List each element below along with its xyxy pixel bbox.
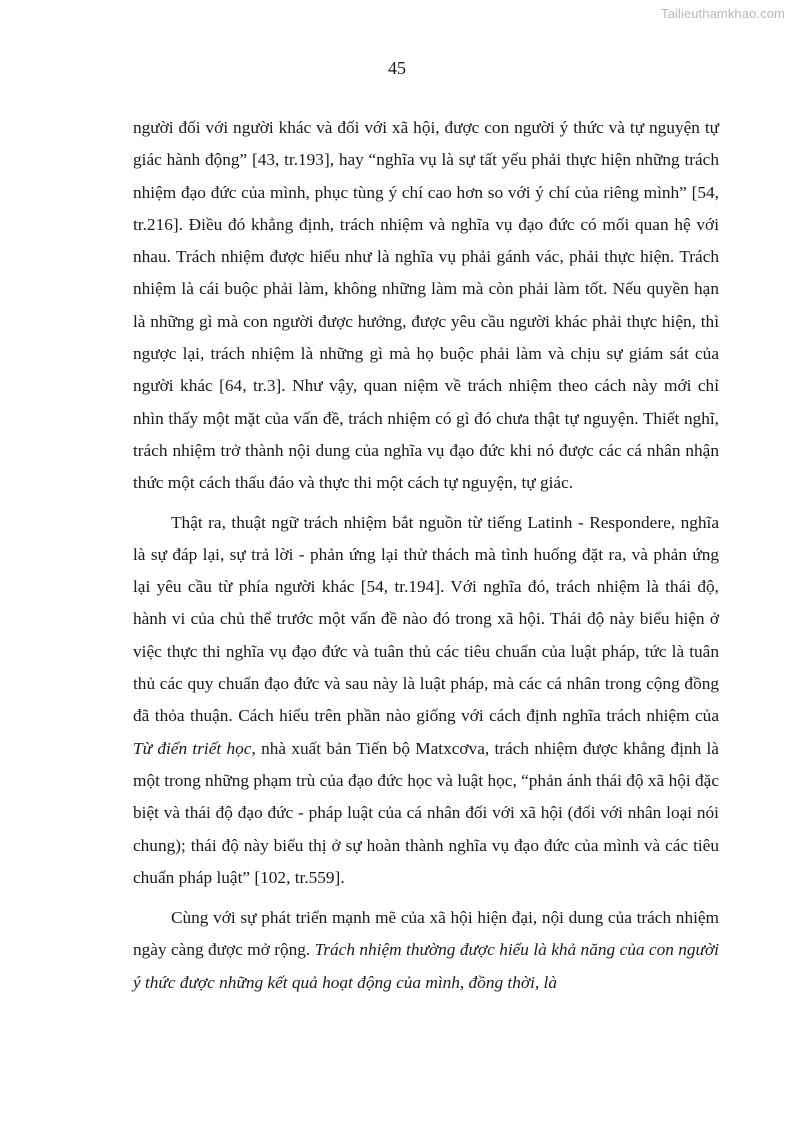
paragraph-3-text-start: Cùng với sự phát triển mạnh mẽ của xã hội hiện đại, nội dung của trách nhiệm ngày càng được mở rộng. bbox=[133, 908, 719, 960]
paragraph-1-text: người đối với người khác và đối với xã hội, được con người ý thức và tự nguyện tự giác hành động” [43, tr.193], hay “nghĩa vụ là sự tất yếu phải thực hiện những trách nhiệm đạo đức của mình, phục tùng ý chí cao hơn so với ý chí của riêng mình” [54, tr.216]. Điều đó khẳng định, trách nhiệm và nghĩa vụ đạo đức có mối quan hệ với nhau. Trách nhiệm được hiểu như là nghĩa vụ phải gánh vác, phải thực hiện. Trách nhiệm là cái buộc phải làm, không những làm mà còn phải làm tốt. Nếu quyền hạn là những gì mà con người được hưởng, được yêu cầu người khác phải thực hiện, thì ngược lại, trách nhiệm là những gì mà họ buộc phải làm và chịu sự giám sát của người khác [64, tr.3]. Như vậy, quan niệm về trách nhiệm theo cách này mới chỉ nhìn thấy một mặt của vấn đề, trách nhiệm có gì đó chưa thật tự nguyện. Thiết nghĩ, trách nhiệm trở thành nội dung của nghĩa vụ đạo đức khi nó được các cá nhân nhận thức một cách thấu đáo và thực thi một cách tự nguyện, tự giác. bbox=[133, 118, 719, 493]
watermark-text: Tailieuthamkhao.com bbox=[660, 6, 785, 21]
document-body bbox=[133, 112, 719, 999]
paragraph-3 bbox=[133, 902, 719, 999]
paragraph-1 bbox=[133, 112, 719, 500]
paragraph-2 bbox=[133, 507, 719, 895]
dictionary-title: Từ điển triết học bbox=[133, 738, 252, 758]
paragraph-2-text-end: , nhà xuất bản Tiến bộ Matxcơva, trách nhiệm được khẳng định là một trong những phạm trù của đạo đức học và luật học, “phản ánh thái độ xã hội đặc biệt và thái độ đạo đức - pháp luật của cá nhân đối với xã hội (đối với nhân loại nói chung); thái độ này biểu thị ở sự hoàn thành nghĩa vụ đạo đức của mình và các tiêu chuẩn pháp luật” [102, tr.559]. bbox=[133, 738, 719, 887]
paragraph-3-italic-text: Trách nhiệm thường được hiểu là khả năng của con người ý thức được những kết quả hoạt động của mình, đồng thời, là bbox=[133, 940, 719, 992]
paragraph-2-text-start: Thật ra, thuật ngữ trách nhiệm bắt nguồn từ tiếng Latinh - Respondere, nghĩa là sự đáp lại, sự trả lời - phản ứng lại thử thách mà tình huống đặt ra, và phản ứng lại yêu cầu từ phía người khác [54, tr.194]. Với nghĩa đó, trách nhiệm là thái độ, hành vi của chủ thể trước một vấn đề nào đó trong xã hội. Thái độ này biểu hiện ở việc thực thi nghĩa vụ đạo đức và tuân thủ các tiêu chuẩn của luật pháp, tức là tuân thủ các quy chuẩn đạo đức và sau này là luật pháp, mà các cá nhân trong cộng đồng đã thỏa thuận. Cách hiểu trên phần nào giống với cách định nghĩa trách nhiệm của bbox=[133, 512, 719, 726]
page-number: 45 bbox=[388, 58, 406, 78]
